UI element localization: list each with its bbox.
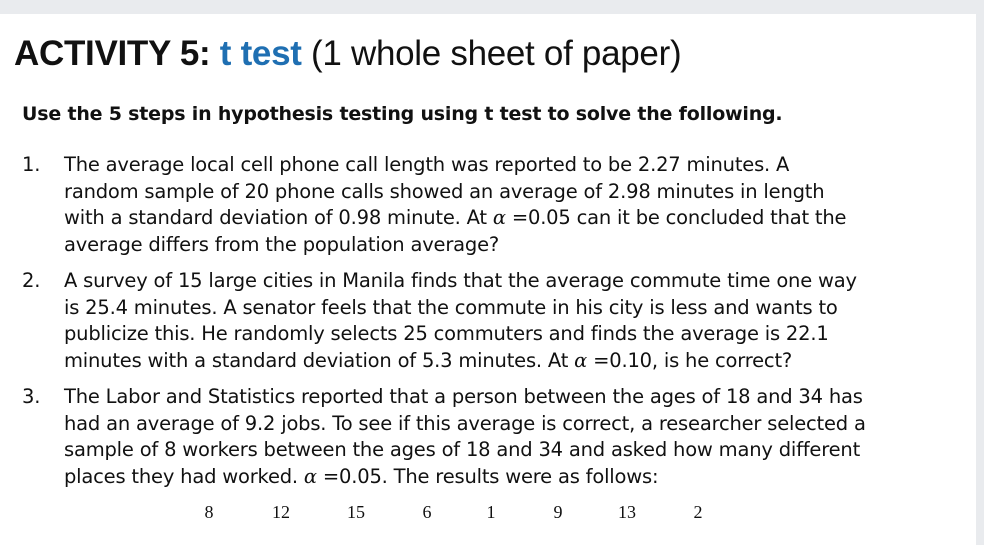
problem-number: 1.	[22, 153, 41, 176]
problem-line: sample of 8 workers between the ages of 18 and 34 and asked how many different	[64, 438, 861, 461]
problem-line	[64, 464, 967, 491]
line-segment: =0.05. The results were as follows:	[316, 464, 659, 488]
problem-line: The Labor and Statistics reported that a person between the ages of 18 and 34 has	[64, 385, 863, 408]
line-segment: =0.10, is he correct?	[587, 348, 793, 372]
problem-line: is 25.4 minutes. A senator feels that the commute in his city is less and wants to	[64, 295, 838, 319]
data-values-row	[0, 498, 976, 526]
problem-text	[64, 152, 967, 258]
worksheet-page	[0, 14, 976, 545]
data-value: 15	[347, 502, 365, 522]
problem-line: had an average of 9.2 jobs. To see if this average is correct, a researcher selected a	[64, 411, 866, 435]
line-segment: minutes with a standard deviation of 5.3 minutes. At	[64, 348, 575, 372]
problem-line: publicize this. He randomly selects 25 commuters and finds the average is 22.1	[64, 322, 829, 345]
title-prefix: ACTIVITY 5:	[14, 34, 220, 73]
alpha-symbol: α	[492, 206, 506, 229]
problem-line: average differs from the population average?	[64, 232, 500, 256]
problem-line	[64, 205, 967, 232]
alpha-symbol: α	[303, 464, 317, 488]
data-value: 6	[422, 502, 432, 522]
page-title	[14, 34, 681, 74]
title-suffix: (1 whole sheet of paper)	[301, 34, 682, 73]
title-highlight: t test	[219, 34, 302, 73]
data-value: 13	[618, 502, 636, 522]
problem-line	[64, 348, 967, 375]
instructions-text: Use the 5 steps in hypothesis testing using t test to solve the following.	[22, 103, 783, 125]
problem-number: 2.	[22, 269, 41, 292]
problem-2	[22, 268, 967, 374]
line-segment: =0.05 can it be concluded that the	[505, 206, 847, 229]
problem-line: random sample of 20 phone calls showed an average of 2.98 minutes in length	[64, 179, 825, 203]
data-value: 12	[272, 502, 290, 522]
alpha-symbol: α	[574, 348, 588, 372]
data-value: 9	[553, 502, 563, 522]
problem-3	[22, 384, 967, 490]
problem-1	[22, 152, 967, 258]
data-value: 1	[486, 502, 496, 522]
problem-line: A survey of 15 large cities in Manila finds that the average commute time one way	[64, 269, 857, 292]
problem-text	[64, 384, 967, 490]
data-value: 2	[693, 502, 703, 522]
problem-number: 3.	[22, 385, 41, 408]
line-segment: with a standard deviation of 0.98 minute. At	[64, 206, 493, 229]
line-segment: places they had worked.	[64, 464, 304, 488]
data-value: 8	[204, 502, 214, 522]
problem-text	[64, 268, 967, 374]
problem-line: The average local cell phone call length was reported to be 2.27 minutes. A	[64, 153, 790, 176]
